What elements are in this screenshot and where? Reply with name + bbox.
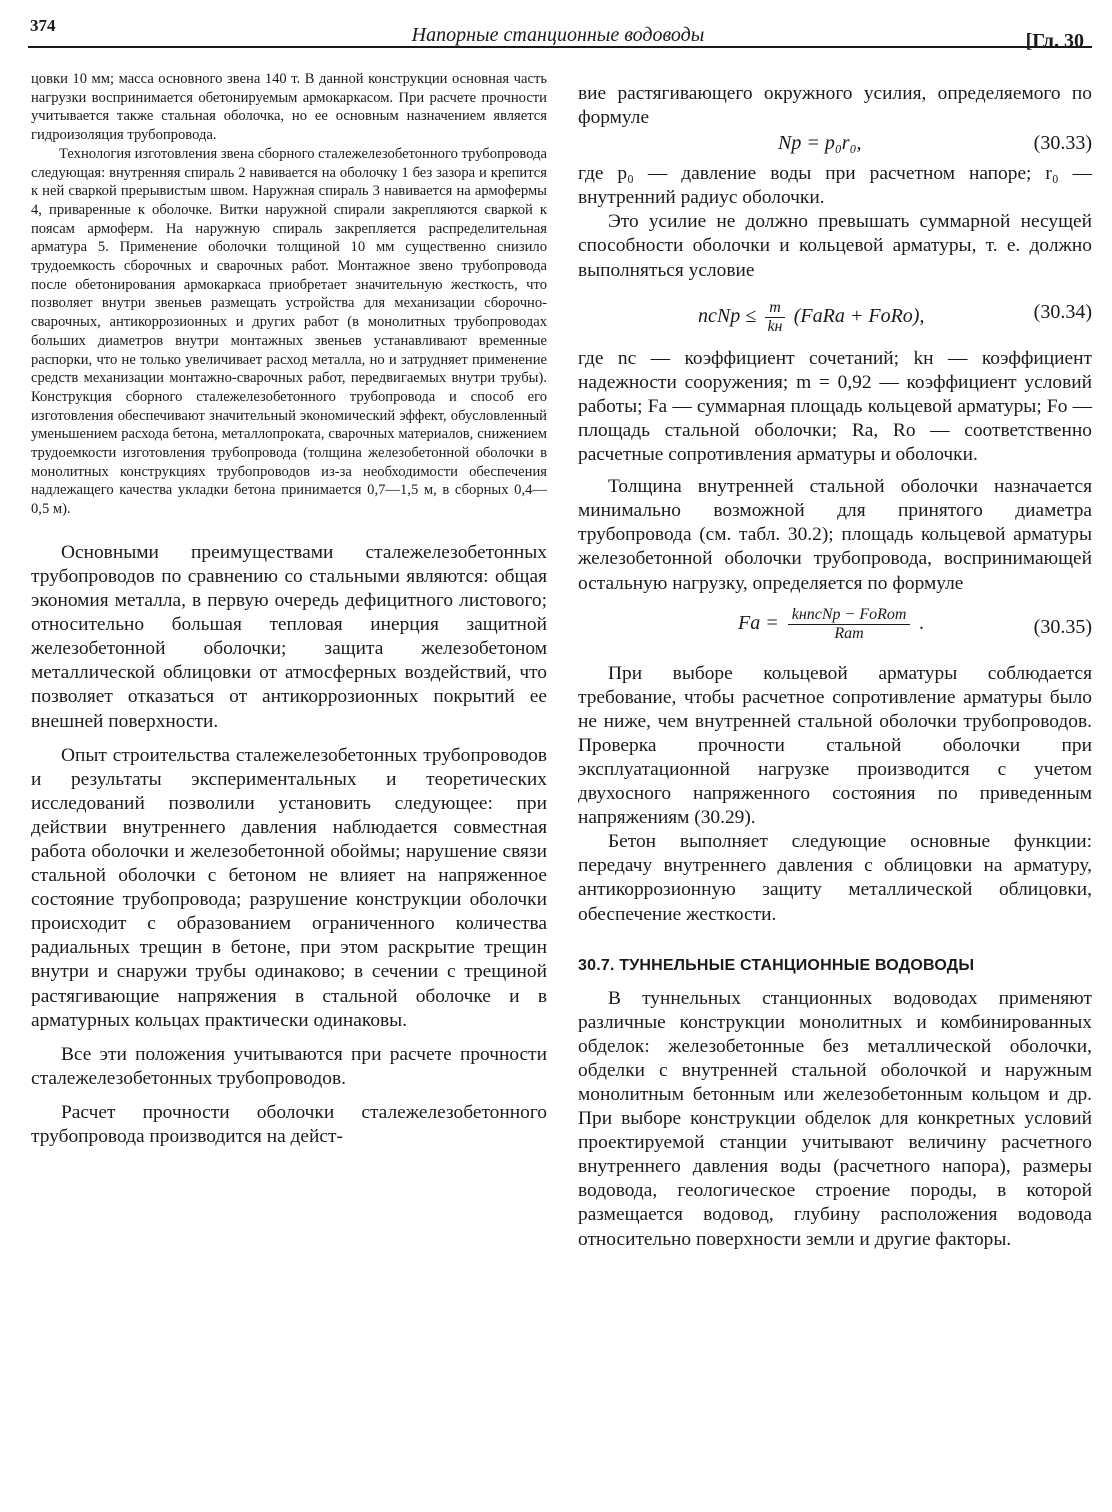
equation-30-33 bbox=[578, 132, 1092, 160]
equation-expression bbox=[698, 299, 924, 336]
paragraph: Основными преимуществами сталежелезобетонных трубопроводов по сравнению со стальными являются: общая экономия металла, в первую очередь дефицитного листового; относительно большая тепловая инерция защитной железобетонной оболочки; защита железобетоном металлической облицовки от атмосферных воздействий, что позволяет отказаться от антикоррозионных покрытий ее внешней поверхности. bbox=[31, 541, 547, 732]
paragraph: Толщина внутренней стальной оболочки назначается минимально возможной для принятого диаметра трубопровода (см. табл. 30.2); площадь кольцевой арматуры железобетонной оболочки трубопровода, воспринимающей остальную нагрузку, определяется по формуле bbox=[578, 476, 1092, 594]
paragraph: Расчет прочности оболочки сталежелезобетонного трубопровода производится на дейст- bbox=[31, 1101, 547, 1148]
paragraph: Все эти положения учитываются при расчете прочности сталежелезобетонных трубопроводов. bbox=[31, 1043, 547, 1089]
equation-lhs: Fа = bbox=[738, 611, 779, 634]
fraction-numerator: m bbox=[765, 299, 785, 318]
main-text-block bbox=[31, 541, 547, 1149]
left-column bbox=[31, 70, 547, 1149]
fraction bbox=[765, 299, 785, 336]
running-title: Напорные станционные водоводы bbox=[411, 24, 705, 46]
equation-lhs: ncNр ≤ bbox=[698, 304, 757, 327]
equation-expression: Nр = p₀r₀, bbox=[778, 132, 862, 155]
equation-expression bbox=[738, 606, 924, 643]
equation-number: (30.35) bbox=[1033, 615, 1092, 638]
equation-30-35 bbox=[578, 600, 1092, 658]
fraction-denominator: Rаm bbox=[834, 624, 864, 642]
paragraph: вие растягивающего окружного усилия, определяемого по формуле bbox=[578, 83, 1092, 129]
section-heading: 30.7. ТУННЕЛЬНЫЕ СТАНЦИОННЫЕ ВОДОВОДЫ bbox=[578, 956, 975, 974]
fraction-denominator: kн bbox=[767, 317, 783, 335]
equation-number: (30.33) bbox=[1033, 132, 1092, 155]
fraction bbox=[788, 606, 911, 643]
equation-rhs: . bbox=[919, 611, 925, 634]
page-header bbox=[26, 10, 1090, 52]
paragraph: где nc — коэффициент сочетаний; kн — коэффициент надежности сооружения; m = 0,92 — коэффициент условий работы; Fа — суммарная площадь кольцевой арматуры; Fо — площадь стальной оболочки; Rа, Rо — соответственно расчетные сопротивления арматуры и оболочки. bbox=[578, 347, 1092, 466]
right-column bbox=[578, 82, 1092, 1252]
paragraph: цовки 10 мм; масса основного звена 140 т. В данной конструкции основная часть нагрузки воспринимается обетонируемым армокаркасом. При расчете прочности учитывается также стальная оболочка, но ее основным назначением является гидроизоляция трубопровода. bbox=[31, 71, 547, 144]
equation-rhs: (FаRа + FоRо), bbox=[793, 304, 925, 327]
paragraph: Это усилие не должно превышать суммарной несущей способности оболочки и кольцевой арматуры, т. е. должно выполняться условие bbox=[578, 211, 1092, 281]
page-number: 374 bbox=[30, 16, 56, 35]
equation-30-34 bbox=[578, 289, 1092, 339]
equation-number: (30.34) bbox=[1033, 300, 1092, 323]
paragraph: Технология изготовления звена сборного сталежелезобетонного трубопровода следующая: внутренняя спираль 2 навивается на оболочку 1 без зазора и крепится к ней сваркой прерывистым швом. Наружная спираль 3 навивается на армофермы 4, приваренные к оболочке. Витки наружной спирали закрепляются сваркой к поясам армоферм. На наружную спираль закрепляется распределительная арматура 5. Применение оболочки толщиной 10 мм существенно снизило трудоемкость сборочных и сварочных работ. Монтажное звено трубопровода после обетонирования армокаркаса приобретает значительную жесткость, что позволяет внутри звеньев размещать устройства для механизации сборочно-сварочных, антикоррозионных и других работ (в монолитных трубопроводах больших диаметров внутри монтажных звеньев устанавливают временные распорки, что не только увеличивает расход металла, но и затрудняет применение средств механизации монтажно-сварочных работ, передвигаемых внутри трубы). Конструкция сборного сталежелезобетонного трубопровода и способ его изготовления обеспечивают значительный экономический эффект, обусловленный уменьшением расхода бетона, металлопроката, сварочных материалов, снижением трудоемкости изготовления трубопровода (толщина железобетонной оболочки в монолитных конструкциях трубопроводов из-за необходимости обеспечения надлежащего качества укладки бетона принимается 0,7—1,5 м, в сборных 0,4—0,5 м). bbox=[31, 145, 547, 518]
chapter-label: [Гл. 30 bbox=[1025, 30, 1084, 52]
small-print-block bbox=[31, 70, 547, 519]
paragraph: где p₀ — давление воды при расчетном напоре; r₀ — внутренний радиус оболочки. bbox=[578, 163, 1092, 209]
header-rule bbox=[28, 46, 1092, 48]
paragraph: Бетон выполняет следующие основные функции: передачу внутреннего давления с облицовки на арматуру, антикоррозионную защиту металлической облицовки, обеспечение жесткости. bbox=[578, 831, 1092, 925]
paragraph: При выборе кольцевой арматуры соблюдается требование, чтобы расчетное сопротивление арматуры было не ниже, чем внутренней стальной оболочки трубопроводов. Проверка прочности стальной оболочки при эксплуатационной нагрузке производится с учетом двухосного напряженного состояния по приведенным напряжениям (30.29). bbox=[578, 662, 1092, 829]
fraction-numerator: kнncNр − FоRоm bbox=[788, 606, 911, 625]
paragraph: Опыт строительства сталежелезобетонных трубопроводов и результаты экспериментальных и теоретических исследований позволили установить следующее: при действии внутреннего давления наблюдается совместная работа оболочки и железобетонной обоймы; нарушение связи стальной оболочки с бетоном не влияет на напряженное состояние трубопровода; разрушение конструкции оболочки происходит с образованием ограниченного количества радиальных трещин в бетоне, при этом раскрытие трещин внутри и снаружи трубы одинаково; в сечении с трещиной растягивающие напряжения в стальной оболочке и в арматурных кольцах практически одинаковы. bbox=[31, 744, 547, 1031]
paragraph: В туннельных станционных водоводах применяют различные конструкции монолитных и комбинированных обделок: железобетонные без металлической оболочки, обделки с внутренней стальной оболочкой и наружным монолитным бетонным или железобетонным кольцом и др. При выборе конструкции обделок для конкретных условий проектируемой станции учитывают величину расчетного внутреннего давления воды (расчетного напора), размеры водовода, геологическое строение породы, в которой размещается водовод, глубину расположения водовода относительно поверхности земли и другие факторы. bbox=[578, 987, 1092, 1250]
